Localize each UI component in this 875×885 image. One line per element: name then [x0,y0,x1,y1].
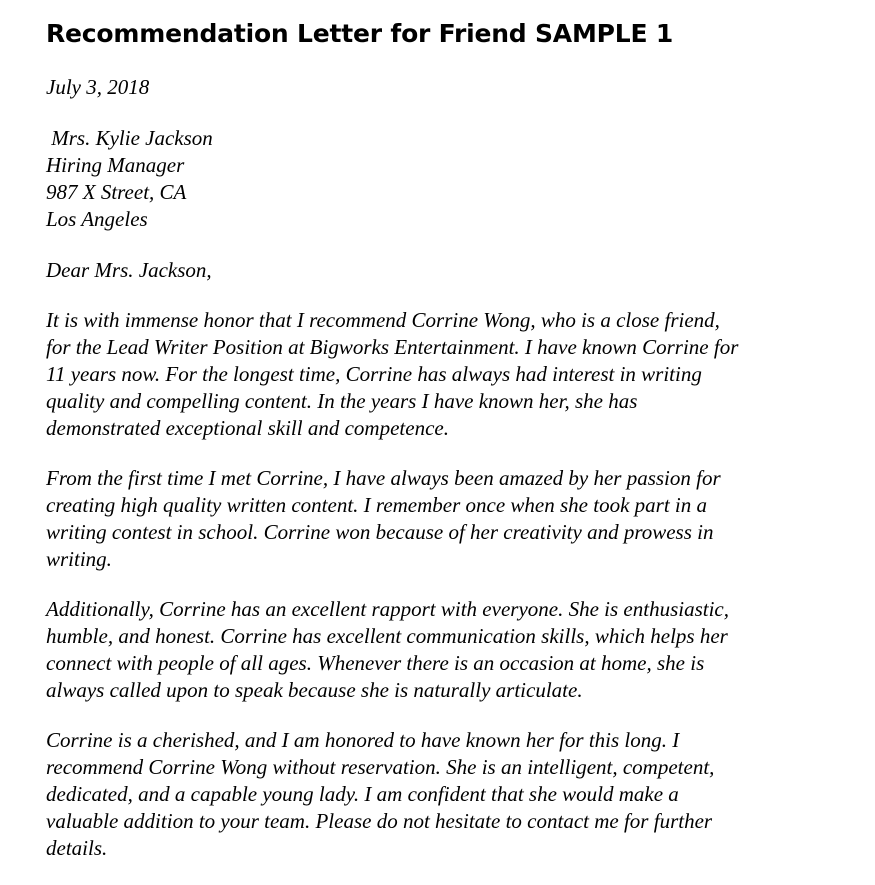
paragraph-2 [46,465,846,573]
paragraph-line: Corrine is a cherished, and I am honored to have known her for this long. I [46,728,680,752]
address-line: Mrs. Kylie Jackson [46,126,213,150]
paragraph-line: writing. [46,547,112,571]
paragraph-line: dedicated, and a capable young lady. I am confident that she would make a [46,782,679,806]
paragraph-line: 11 years now. For the longest time, Corrine has always had interest in writing [46,362,702,386]
paragraph-line: demonstrated exceptional skill and competence. [46,416,449,440]
paragraph-line: From the first time I met Corrine, I have always been amazed by her passion for [46,466,721,490]
paragraph-line: quality and compelling content. In the years I have known her, she has [46,389,638,413]
address-line: Los Angeles [46,207,148,231]
paragraph-line: Additionally, Corrine has an excellent rapport with everyone. She is enthusiastic, [46,597,729,621]
paragraph-line: valuable addition to your team. Please do not hesitate to contact me for further [46,809,713,833]
paragraph-line: It is with immense honor that I recommend Corrine Wong, who is a close friend, [46,308,720,332]
recipient-address [46,125,846,233]
letter-date: July 3, 2018 [46,75,150,99]
letter-body [46,74,846,885]
paragraph-line: writing contest in school. Corrine won because of her creativity and prowess in [46,520,714,544]
paragraph-line: always called upon to speak because she is naturally articulate. [46,678,583,702]
address-line: Hiring Manager [46,153,185,177]
paragraph-line: connect with people of all ages. Whenever there is an occasion at home, she is [46,651,705,675]
paragraph-line: for the Lead Writer Position at Bigworks Entertainment. I have known Corrine for [46,335,739,359]
salutation: Dear Mrs. Jackson, [46,258,212,282]
address-line: 987 X Street, CA [46,180,187,204]
paragraph-line: recommend Corrine Wong without reservation. She is an intelligent, competent, [46,755,715,779]
paragraph-line: humble, and honest. Corrine has excellent communication skills, which helps her [46,624,728,648]
paragraph-3 [46,596,846,704]
paragraph-line: details. [46,836,108,860]
paragraph-4 [46,727,846,862]
paragraph-1 [46,307,846,442]
document-title: Recommendation Letter for Friend SAMPLE 1 [46,19,674,48]
paragraph-line: creating high quality written content. I remember once when she took part in a [46,493,707,517]
